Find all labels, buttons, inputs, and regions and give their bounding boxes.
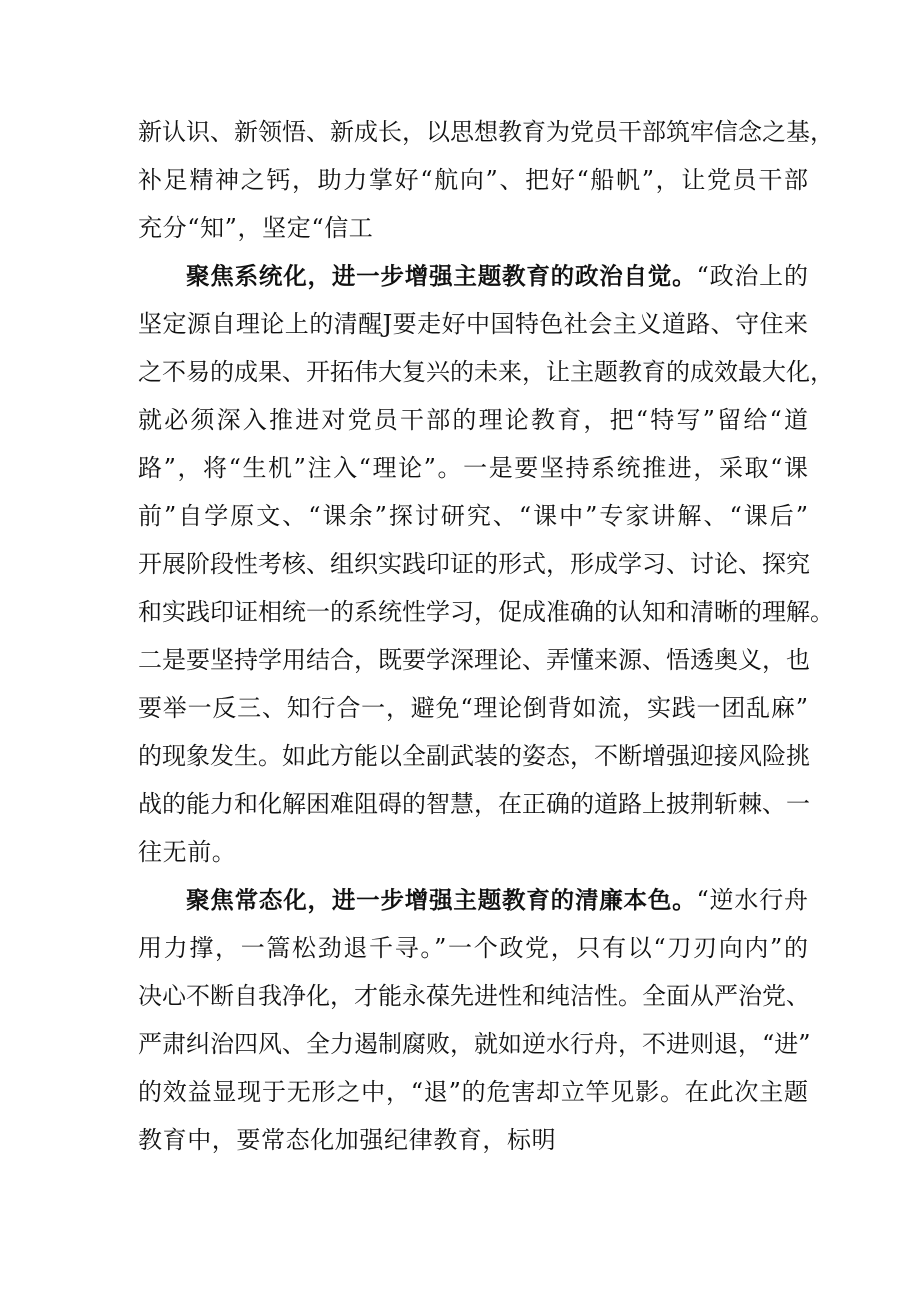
paragraph-3-line: 的效益显现于无形之中，“退”的危害却立竿见影。在此次主题 [138,1078,808,1106]
paragraph-2-first-line-rest: “政治上的 [696,262,808,290]
paragraph-2-line: 战的能力和化解困难阻碍的智慧，在正确的道路上披荆斩棘、一 [138,790,810,818]
paragraph-2-first-line [186,256,808,296]
paragraph-2-line: 路”，将“生机”注入“理论”。一是要坚持系统推进，采取“课 [138,454,808,482]
paragraph-2-line: 二是要坚持学用结合，既要学深理论、弄懂来源、悟透奥义，也 [138,646,810,674]
paragraph-2-line: 开展阶段性考核、组织实践印证的形式，形成学习、讨论、探究 [138,550,810,578]
paragraph-3-first-line-rest: “逆水行舟 [696,886,808,914]
paragraph-3-line: 决心不断自我净化，才能永葆先进性和纯洁性。全面从严治党、 [138,982,810,1010]
paragraph-2-line: 的现象发生。如此方能以全副武装的姿态，不断增强迎接风险挑 [138,742,810,770]
paragraph-3-first-line [186,880,808,920]
paragraph-3-line: 严肃纠治四风、全力遏制腐败，就如逆水行舟，不进则退，“进” [138,1030,811,1058]
paragraph-1-line-2: 补足精神之钙，助力掌好“航向”、把好“船帆”，让党员干部 [138,166,808,194]
paragraph-2-line: 就必须深入推进对党员干部的理论教育，把“特写”留给“道 [138,406,808,434]
paragraph-2-line: 前”自学原文、“课余”探讨研究、“课中”专家讲解、“课后” [138,502,808,530]
paragraph-2-line: 要举一反三、知行合一，避免“理论倒背如流，实践一团乱麻” [138,694,808,722]
paragraph-2-line: 之不易的成果、开拓伟大复兴的未来，让主题教育的成效最大化， [138,358,834,386]
paragraph-2-line: 和实践印证相统一的系统性学习，促成准确的认知和清晰的理解。 [138,598,834,626]
paragraph-3-heading: 聚焦常态化，进一步增强主题教育的清廉本色。 [186,886,697,914]
paragraph-2-heading: 聚焦系统化，进一步增强主题教育的政治自觉。 [186,262,697,290]
paragraph-3-line: 教育中，要常态化加强纪律教育，标明 [138,1126,557,1154]
paragraph-1-line-1: 新认识、新领悟、新成长，以思想教育为党员干部筑牢信念之基， [138,118,834,146]
paragraph-1-line-3: 充分“知”，坚定“信工 [138,214,374,242]
paragraph-2-line: 坚定源自理论上的清醒J要走好中国特色社会主义道路、守住来 [138,310,808,338]
paragraph-2-line: 往无前。 [138,838,237,866]
paragraph-3-line: 用力撑，一篙松劲退千寻。”一个政党，只有以“刀刃向内”的 [138,934,808,962]
